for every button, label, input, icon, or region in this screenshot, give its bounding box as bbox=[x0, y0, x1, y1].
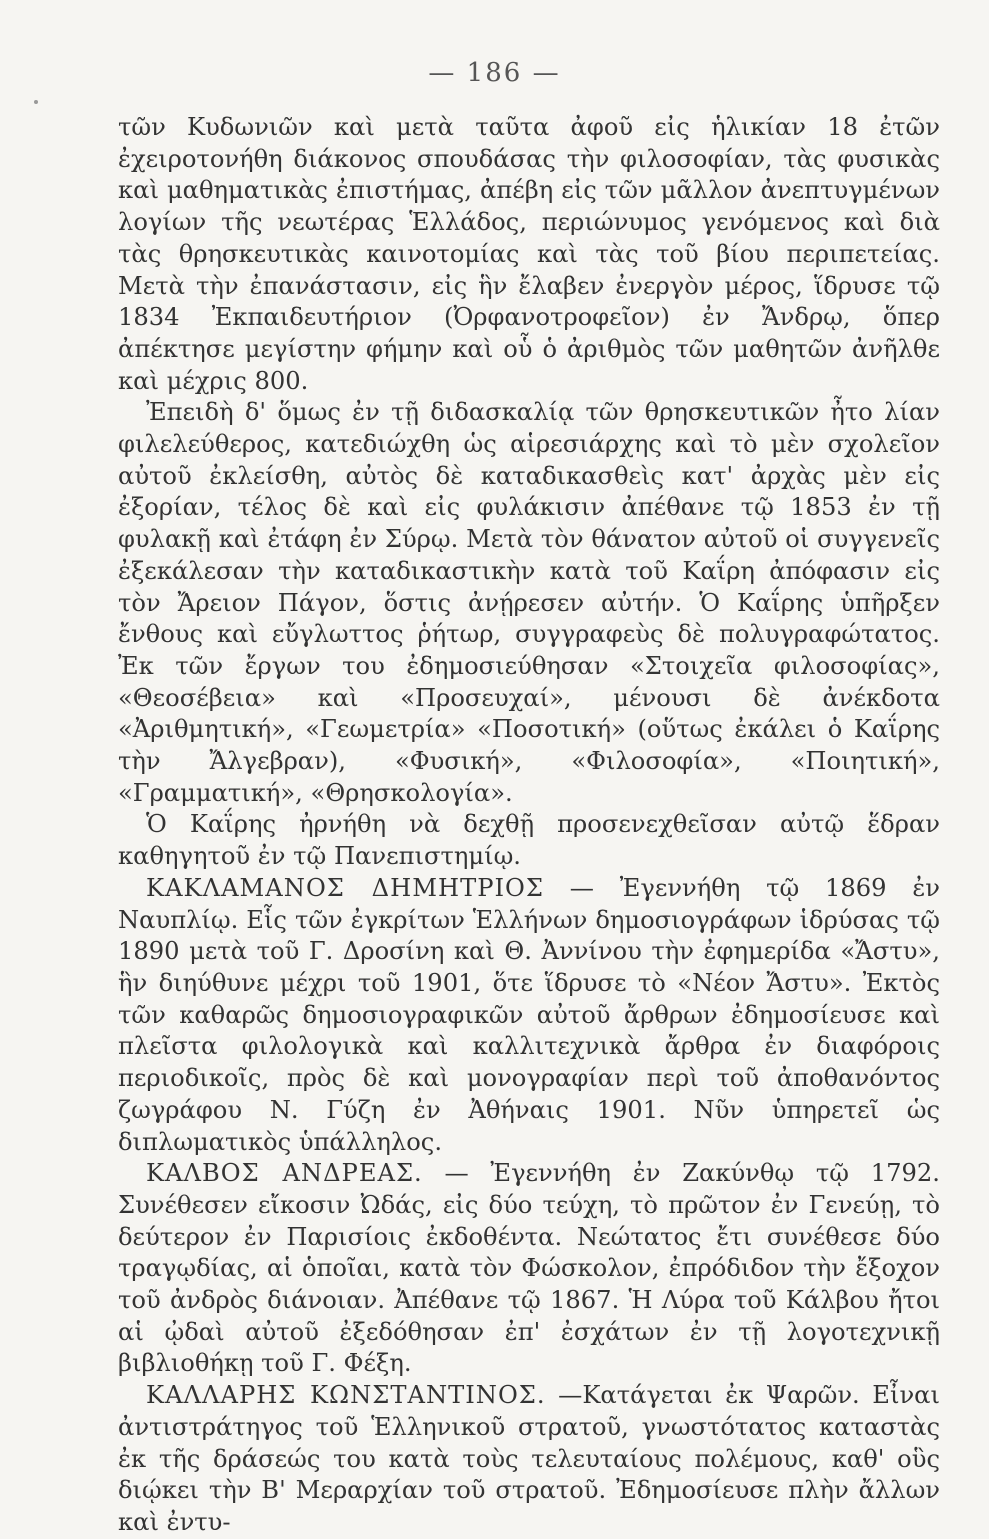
entry-text: — Ἐγεννήθη τῷ 1869 ἐν Ναυπλίῳ. Εἷς τῶν ἐγκρίτων Ἑλλήνων δημοσιογράφων ἱδρύσας τῷ 1890 μετὰ τοῦ Γ. Δροσίνη καὶ Θ. Ἀννίνου τὴν ἐφημερίδα «Ἄστυ», ἣν διηύθυνε μέχρι τοῦ 1901, ὅτε ἵδρυσε τὸ «Νέον Ἄστυ». Ἐκτὸς τῶν καθαρῶς δημοσιογραφικῶν αὐτοῦ ἄρθρων ἐδημοσίευσε καὶ πλεῖστα φιλολογικὰ καὶ καλλιτεχνικὰ ἄρθρα ἐν διαφόροις περιοδικοῖς, πρὸς δὲ καὶ μονογραφίαν περὶ τοῦ ἀποθανόντος ζωγράφου Ν. Γύζη ἐν Ἀθήναις 1901. Νῦν ὑπηρετεῖ ὡς διπλωματικὸς ὑπάλληλος. bbox=[118, 873, 940, 1156]
entry-text: — Ἐγεννήθη ἐν Ζακύνθῳ τῷ 1792. Συνέθεσεν εἴκοσιν Ὠδάς, εἰς δύο τεύχη, τὸ πρῶτον ἐν Γενεύῃ, τὸ δεύτερον ἐν Παρισίοις ἐκδοθέντα. Νεώτατος ἔτι συνέθεσε δύο τραγῳδίας, αἱ ὁποῖαι, κατὰ τὸν Φώσκολον, ἐπρόδιδον τὴν ἔξοχον τοῦ ἀνδρὸς διάνοιαν. Ἀπέθανε τῷ 1867. Ἡ Λύρα τοῦ Κάλβου ἤτοι αἱ ᾠδαὶ αὐτοῦ ἐξεδόθησαν ἐπ' ἐσχάτων ἐν τῇ λογοτεχνικῇ βιβλιοθήκῃ τοῦ Γ. Φέξη. bbox=[118, 1159, 940, 1378]
paragraph-text: Ἐπειδὴ δ' ὅμως ἐν τῇ διδασκαλίᾳ τῶν θρησκευτικῶν ἦτο λίαν φιλελεύθερος, κατεδιώχθη ὡς αἱρεσιάρχης καὶ τὸ μὲν σχολεῖον αὐτοῦ ἐκλείσθη, αὐτὸς δὲ καταδικασθεὶς κατ' ἀρχὰς μὲν εἰς ἐξορίαν, τέλος δὲ καὶ εἰς φυλάκισιν ἀπέθανε τῷ 1853 ἐν τῇ φυλακῇ καὶ ἐτάφη ἐν Σύρῳ. Μετὰ τὸν θάνατον αὐτοῦ οἱ συγγενεῖς ἐξεκάλεσαν τὴν καταδικαστικὴν κατὰ τοῦ Καΐρη ἀπόφασιν εἰς τὸν Ἄρειον Πάγον, ὅστις ἀνῄρεσεν αὐτήν. Ὁ Καΐρης ὑπῆρξεν ἔνθους καὶ εὔγλωττος ῥήτωρ, συγγραφεὺς δὲ πολυγραφώτατος. Ἐκ τῶν ἔργων του ἐδημοσιεύθησαν «Στοιχεῖα φιλοσοφίας», «Θεοσέβεια» καὶ «Προσευχαί», μένουσι δὲ ἀνέκδοτα «Ἀριθμητική», «Γεωμετρία» «Ποσοτική» (οὕτως ἐκάλει ὁ Καΐρης τὴν Ἄλγεβραν), «Φυσική», «Φιλοσοφία», «Ποιητική», «Γραμματική», «Θρησκολογία». bbox=[118, 398, 940, 807]
entry-kallaris bbox=[118, 1380, 940, 1539]
page-number: — 186 — bbox=[428, 58, 561, 88]
scan-speck bbox=[34, 100, 38, 104]
entry-heading: ΚΑΛΛΑΡΗΣ ΚΩΝΣΤΑΝΤΙΝΟΣ. bbox=[146, 1381, 546, 1410]
text-body bbox=[118, 112, 940, 1539]
paragraph-kairis-chair bbox=[118, 809, 940, 872]
paragraph-kairis-persecution bbox=[118, 397, 940, 809]
paragraph-kairis-bio bbox=[118, 112, 940, 397]
entry-heading: ΚΑΛΒΟΣ ΑΝΔΡΕΑΣ. bbox=[146, 1159, 423, 1188]
paragraph-text: τῶν Κυδωνιῶν καὶ μετὰ ταῦτα ἀφοῦ εἰς ἡλικίαν 18 ἐτῶν ἐχειροτονήθη διάκονος σπουδάσας τὴν φιλοσοφίαν, τὰς φυσικὰς καὶ μαθηματικὰς ἐπιστήμας, ἀπέβη εἰς τῶν μᾶλλον ἀνεπτυγμένων λογίων τῆς νεωτέρας Ἑλλάδος, περιώνυμος γενόμενος καὶ διὰ τὰς θρησκευτικὰς καινοτομίας καὶ τὰς τοῦ βίου περιπετείας. Μετὰ τὴν ἐπανάστασιν, εἰς ἣν ἔλαβεν ἐνεργὸν μέρος, ἵδρυσε τῷ 1834 Ἐκπαιδευτήριον (Ὀρφανοτροφεῖον) ἐν Ἄνδρῳ, ὅπερ ἀπέκτησε μεγίστην φήμην καὶ οὗ ὁ ἀριθμὸς τῶν μαθητῶν ἀνῆλθε καὶ μέχρις 800. bbox=[118, 113, 940, 395]
entry-kalvos bbox=[118, 1158, 940, 1380]
entry-kaklamanos bbox=[118, 873, 940, 1158]
entry-text: —Κατάγεται ἐκ Ψαρῶν. Εἶναι ἀντιστράτηγος τοῦ Ἑλληνικοῦ στρατοῦ, γνωστότατος καταστὰς ἐκ τῆς δράσεώς του κατὰ τοὺς τελευταίους πολέμους, καθ' οὓς διῴκει τὴν Β' Μεραρχίαν τοῦ στρατοῦ. Ἐδημοσίευσε πλὴν ἄλλων καὶ ἐντυ- bbox=[118, 1381, 940, 1536]
paragraph-text: Ὁ Καΐρης ἠρνήθη νὰ δεχθῇ προσενεχθεῖσαν αὐτῷ ἕδραν καθηγητοῦ ἐν τῷ Πανεπιστημίῳ. bbox=[118, 810, 940, 871]
entry-heading: ΚΑΚΛΑΜΑΝΟΣ ΔΗΜΗΤΡΙΟΣ bbox=[146, 873, 544, 902]
